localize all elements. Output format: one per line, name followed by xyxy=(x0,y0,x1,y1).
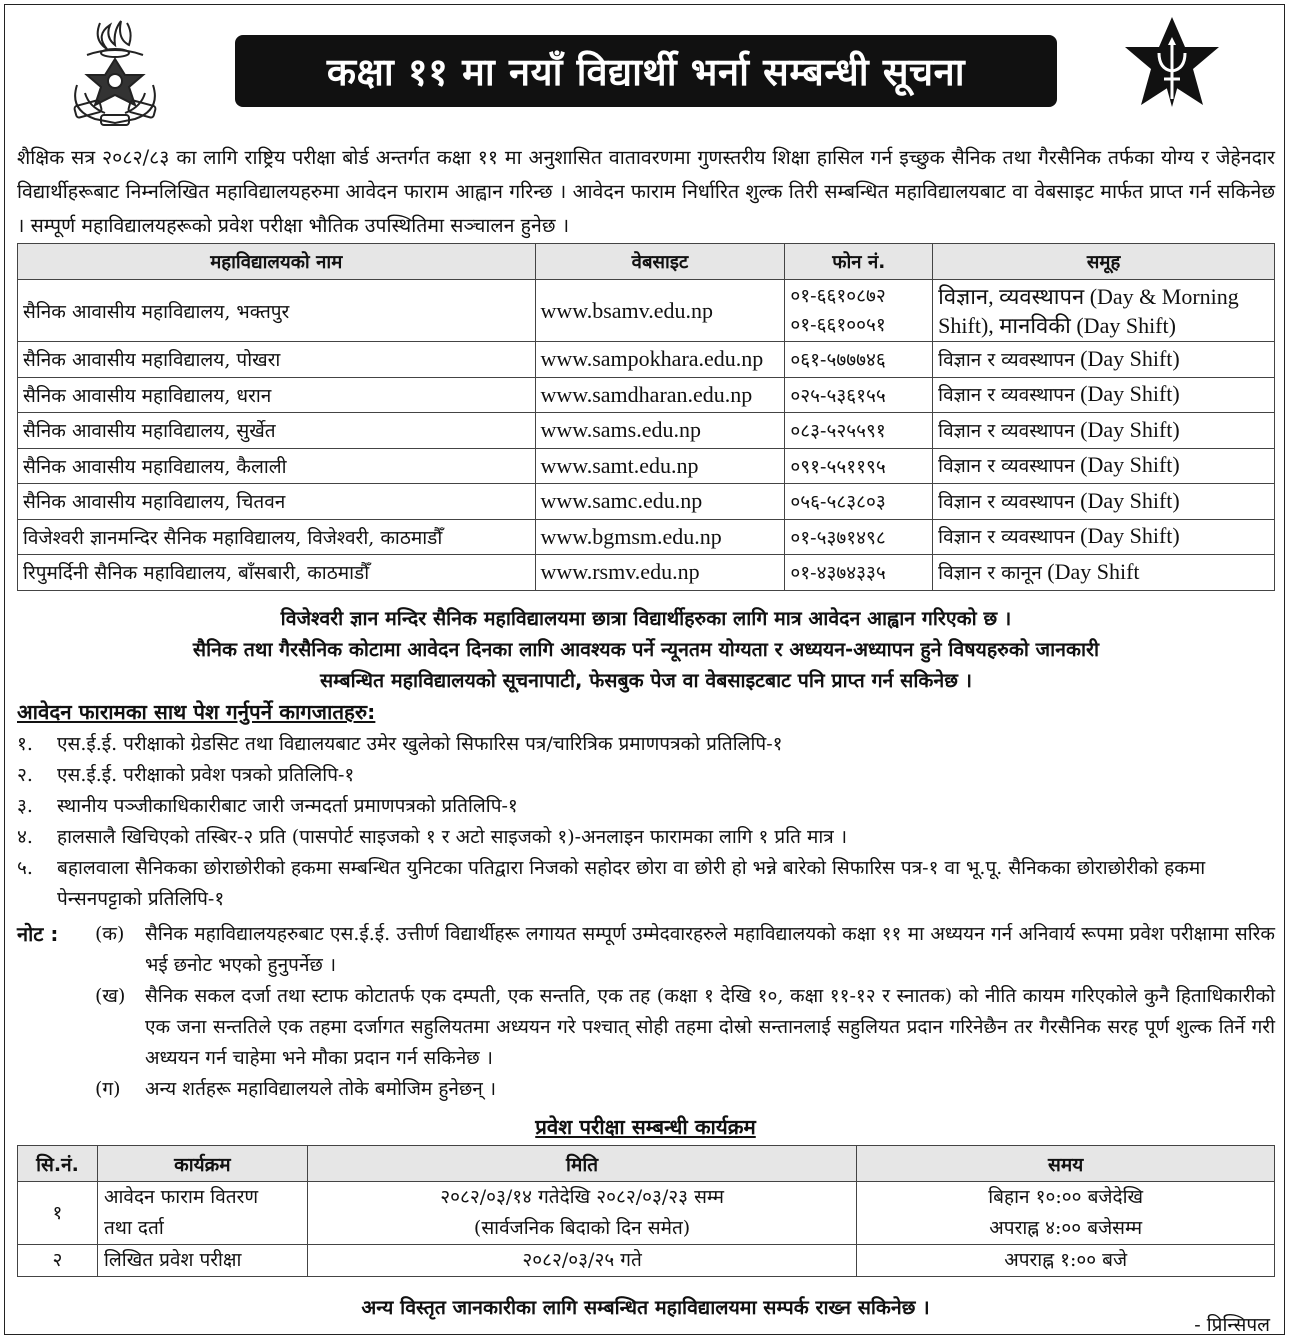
college-website[interactable]: www.bgmsm.edu.np xyxy=(535,519,785,555)
group-en: (Day Shift) xyxy=(1074,345,1180,371)
list-number: ५. xyxy=(17,857,33,879)
college-phone: ०९१-५५११९५ xyxy=(785,448,933,484)
notice-page xyxy=(4,4,1285,1335)
schedule-program: लिखित प्रवेश परीक्षा xyxy=(97,1245,307,1277)
notes-label: नोट : xyxy=(17,922,59,946)
group-np: विज्ञान र व्यवस्थापन xyxy=(938,455,1075,478)
col-header-date: मिति xyxy=(307,1146,857,1182)
list-text: एस.ई.ई. परीक्षाको ग्रेडसिट तथा विद्यालयबाट उमेर खुलेको सिफारिस पत्र/चारित्रिक प्रमाणपत्रको प्रतिलिपि-१ xyxy=(57,733,783,755)
note-item xyxy=(17,1074,1275,1105)
col-header-phone: फोन नं. xyxy=(785,244,933,280)
note-key: (क) xyxy=(95,923,125,945)
list-text: स्थानीय पञ्जीकाधिकारीबाट जारी जन्मदर्ता प्रमाणपत्रको प्रतिलिपि-१ xyxy=(57,795,518,817)
group-en: (Day Shift xyxy=(1041,558,1140,584)
notice-line: सम्बन्धित महाविद्यालयको सूचनापाटी, फेसबुक पेज वा वेबसाइटबाट पनि प्राप्त गर्न सकिनेछ । xyxy=(319,669,973,692)
table-row xyxy=(18,484,1275,520)
notice-title: कक्षा ११ मा नयाँ विद्यार्थी भर्ना सम्बन्धी सूचना xyxy=(235,35,1057,107)
list-item xyxy=(17,822,1275,853)
group-np: विज्ञान र व्यवस्थापन xyxy=(938,348,1075,371)
group-en: (Day Shift) xyxy=(1074,523,1180,549)
list-number: ३. xyxy=(17,795,33,817)
list-text: एस.ई.ई. परीक्षाको प्रवेश पत्रको प्रतिलिपि-१ xyxy=(57,764,355,786)
list-text: बहालवाला सैनिकका छोराछोरीको हकमा सम्बन्धित युनिटका पतिद्वारा निजको सहोदर छोरा वा छोरी हो भन्ने बारेको सिफारिस पत्र-१ वा भू.पू. सैनिकका छोराछोरीको हकमा पेन्सनपट्टाको प्रतिलिपि-१ xyxy=(57,857,1206,910)
trident-star-icon xyxy=(1117,15,1227,125)
list-number: २. xyxy=(17,764,33,786)
table-header-row xyxy=(18,1146,1275,1182)
college-phone: ०१-४३७४३३५ xyxy=(785,555,933,591)
college-name: सैनिक आवासीय महाविद्यालय, भक्तपुर xyxy=(18,280,536,342)
table-row xyxy=(18,1182,1275,1245)
group-np: विज्ञान र व्यवस्थापन xyxy=(938,384,1075,407)
group-np: विज्ञान र व्यवस्थापन xyxy=(938,490,1075,513)
college-name: रिपुमर्दिनी सैनिक महाविद्यालय, बाँसबारी, काठमाडौँ xyxy=(18,555,536,591)
documents-list xyxy=(17,729,1275,915)
notes-section xyxy=(17,919,1275,1105)
college-group xyxy=(933,448,1275,484)
colleges-table xyxy=(17,243,1275,591)
note-text: सैनिक सकल दर्जा तथा स्टाफ कोटातर्फ एक दम्पती, एक सन्तति, एक तह (कक्षा १ देखि १०, कक्षा ११-१२ र स्नातक) को नीति कायम गरिएकोले कुनै हिताधिकारीको एक जना सन्ततिले एक तहमा दर्जागत सहुलियतमा अध्ययन गरे पश्चात् सोही तहमा दोस्रो सन्तानलाई सहुलियत प्रदान गरिनेछैन तर गैरसैनिक सरह पूर्ण शुल्क तिर्ने गरी अध्ययन गर्न चाहेमा भने मौका प्रदान गर्न सकिनेछ । xyxy=(145,985,1275,1069)
college-group xyxy=(933,280,1275,342)
signature-principal: - प्रिन्सिपल xyxy=(1194,1314,1270,1336)
program-line: आवेदन फाराम वितरण xyxy=(103,1186,259,1208)
college-phone: ०१-५३७१४९८ xyxy=(785,519,933,555)
important-notice xyxy=(17,603,1275,696)
list-item xyxy=(17,760,1275,791)
college-name: सैनिक आवासीय महाविद्यालय, कैलाली xyxy=(18,448,536,484)
group-en: (Day Shift) xyxy=(1074,487,1180,513)
group-en: (Day Shift) xyxy=(1074,452,1180,478)
group-np: विज्ञान र व्यवस्थापन xyxy=(938,526,1075,549)
note-item xyxy=(17,981,1275,1074)
schedule-time xyxy=(857,1182,1275,1245)
group-np: विज्ञान र कानून xyxy=(938,561,1042,584)
group-line: Shift), मानविकी (Day Shift) xyxy=(938,312,1176,338)
note-indent xyxy=(17,981,95,1074)
note-indent xyxy=(17,1074,95,1105)
table-row xyxy=(18,448,1275,484)
college-website[interactable]: www.rsmv.edu.np xyxy=(535,555,785,591)
note-key: (ख) xyxy=(95,985,126,1007)
list-item xyxy=(17,791,1275,822)
col-header-website: वेबसाइट xyxy=(535,244,785,280)
schedule-date xyxy=(307,1182,857,1245)
college-website[interactable]: www.samt.edu.np xyxy=(535,448,785,484)
college-name: सैनिक आवासीय महाविद्यालय, चितवन xyxy=(18,484,536,520)
list-number: १. xyxy=(17,733,33,755)
nepal-army-emblem-icon xyxy=(55,15,175,130)
college-name: सैनिक आवासीय महाविद्यालय, सुर्खेत xyxy=(18,413,536,449)
college-name: सैनिक आवासीय महाविद्यालय, पोखरा xyxy=(18,342,536,378)
closing-text: अन्य विस्तृत जानकारीका लागि सम्बन्धित महाविद्यालयमा सम्पर्क राख्न सकिनेछ । xyxy=(361,1296,930,1319)
list-text: हालसालै खिचिएको तस्बिर-२ प्रति (पासपोर्ट साइजको १ र अटो साइजको १)-अनलाइन फारामका लागि १ प्रति मात्र । xyxy=(57,826,848,848)
schedule-sn: १ xyxy=(18,1182,98,1245)
schedule-sn: २ xyxy=(18,1245,98,1277)
college-website[interactable]: www.bsamv.edu.np xyxy=(535,280,785,342)
college-website[interactable]: www.sampokhara.edu.np xyxy=(535,342,785,378)
table-header-row xyxy=(18,244,1275,280)
group-en: (Day Shift) xyxy=(1074,416,1180,442)
schedule-date: २०८२/०३/२५ गते xyxy=(307,1245,857,1277)
program-line: तथा दर्ता xyxy=(103,1217,164,1239)
schedule-table xyxy=(17,1145,1275,1277)
college-website[interactable]: www.samdharan.edu.np xyxy=(535,377,785,413)
table-row xyxy=(18,1245,1275,1277)
col-header-group: समूह xyxy=(933,244,1275,280)
note-item xyxy=(17,919,1275,981)
time-line: अपराह्न ४:०० बजेसम्म xyxy=(989,1217,1143,1239)
notice-line: सैनिक तथा गैरसैनिक कोटामा आवेदन दिनका लागि आवश्यक पर्ने न्यूनतम योग्यता र अध्ययन-अध्यापन हुने विषयहरुको जानकारी xyxy=(192,638,1100,661)
group-en: (Day Shift) xyxy=(1074,381,1180,407)
time-line: बिहान १०:०० बजेदेखि xyxy=(988,1186,1144,1208)
college-group xyxy=(933,484,1275,520)
schedule-time: अपराह्न १:०० बजे xyxy=(857,1245,1275,1277)
college-website[interactable]: www.samc.edu.np xyxy=(535,484,785,520)
college-name: विजेश्वरी ज्ञानमन्दिर सैनिक महाविद्यालय, विजेश्वरी, काठमाडौँ xyxy=(18,519,536,555)
college-group xyxy=(933,413,1275,449)
documents-heading: आवेदन फारामका साथ पेश गर्नुपर्ने कागजातहरु: xyxy=(17,700,376,724)
phone-line: ०१-६६१००५१ xyxy=(790,313,886,336)
college-group xyxy=(933,519,1275,555)
college-group xyxy=(933,377,1275,413)
college-group xyxy=(933,342,1275,378)
group-np: विज्ञान र व्यवस्थापन xyxy=(938,419,1075,442)
group-line: विज्ञान, व्यवस्थापन (Day & Morning xyxy=(938,283,1239,309)
college-phone: ०२५-५३६१५५ xyxy=(785,377,933,413)
college-phone: ०५६-५८३८०३ xyxy=(785,484,933,520)
header xyxy=(5,5,1284,135)
note-text: अन्य शर्तहरू महाविद्यालयले तोके बमोजिम हुनेछन् । xyxy=(145,1078,497,1100)
note-text: सैनिक महाविद्यालयहरुबाट एस.ई.ई. उत्तीर्ण विद्यार्थीहरू लगायत सम्पूर्ण उम्मेदवारहरुले महाविद्यालयको कक्षा ११ मा अध्ययन गर्न अनिवार्य रूपमा प्रवेश परीक्षामा सरिक भई छनोट भएको हुनुपर्नेछ । xyxy=(145,923,1275,976)
col-header-sn: सि.नं. xyxy=(18,1146,98,1182)
date-line: (सार्वजनिक बिदाको दिन समेत) xyxy=(473,1217,691,1239)
phone-line: ०१-६६१०८७२ xyxy=(790,284,886,307)
table-row xyxy=(18,377,1275,413)
intro-paragraph: शैक्षिक सत्र २०८२/८३ का लागि राष्ट्रिय परीक्षा बोर्ड अन्तर्गत कक्षा ११ मा अनुशासित वातावरणमा गुणस्तरीय शिक्षा हासिल गर्न इच्छुक सैनिक तथा गैरसैनिक तर्फका योग्य र जेहेनदार विद्यार्थीहरूबाट निम्नलिखित महाविद्यालयहरुमा आवेदन फाराम आह्वान गरिन्छ । आवेदन फाराम निर्धारित शुल्क तिरी सम्बन्धित महाविद्यालयबाट वा वेबसाइट मार्फत प्राप्त गर्न सकिनेछ । सम्पूर्ण महाविद्यालयहरूको प्रवेश परीक्षा भौतिक उपस्थितिमा सञ्चालन हुनेछ । xyxy=(17,146,1275,237)
notice-line: विजेश्वरी ज्ञान मन्दिर सैनिक महाविद्यालयमा छात्रा विद्यार्थीहरुका लागि मात्र आवेदन आह्वान गरिएको छ । xyxy=(280,607,1012,630)
table-row xyxy=(18,342,1275,378)
college-phone: ०६१-५७७७४६ xyxy=(785,342,933,378)
college-phone: ०८३-५२५५९१ xyxy=(785,413,933,449)
note-key: (ग) xyxy=(95,1078,121,1100)
table-row xyxy=(18,413,1275,449)
schedule-program xyxy=(97,1182,307,1245)
schedule-heading-text: प्रवेश परीक्षा सम्बन्धी कार्यक्रम xyxy=(535,1115,756,1139)
college-website[interactable]: www.sams.edu.np xyxy=(535,413,785,449)
college-name: सैनिक आवासीय महाविद्यालय, धरान xyxy=(18,377,536,413)
date-line: २०८२/०३/१४ गतेदेखि २०८२/०३/२३ सम्म xyxy=(440,1186,724,1208)
col-header-time: समय xyxy=(857,1146,1275,1182)
col-header-college-name: महाविद्यालयको नाम xyxy=(18,244,536,280)
table-row xyxy=(18,280,1275,342)
list-item xyxy=(17,729,1275,760)
table-row xyxy=(18,519,1275,555)
schedule-heading xyxy=(5,1113,1286,1141)
table-row xyxy=(18,555,1275,591)
list-item xyxy=(17,853,1275,915)
college-phone xyxy=(785,280,933,342)
list-number: ४. xyxy=(17,826,33,848)
college-group xyxy=(933,555,1275,591)
col-header-program: कार्यक्रम xyxy=(97,1146,307,1182)
